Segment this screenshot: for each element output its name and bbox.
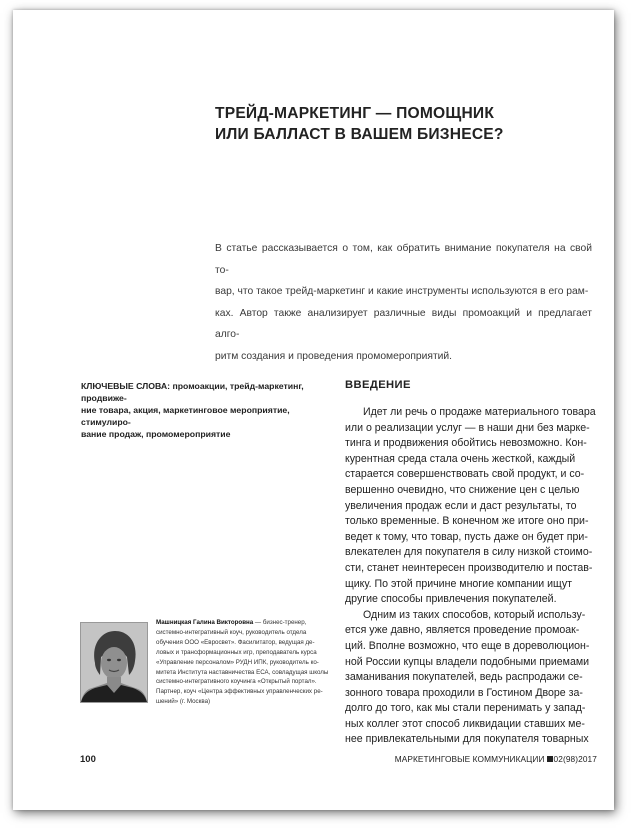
keywords-block: [81, 380, 337, 440]
author-name: Машницкая Галина Викторовна: [156, 619, 254, 626]
body-line: ведет к тому, что товар, пусть даже он будет при-: [345, 530, 588, 543]
body-line: старается совершенствовать свой продукт, и со-: [345, 468, 585, 481]
author-info: [156, 618, 336, 707]
keywords-text: промоакции, трейд-маркетинг, продвиже-: [81, 381, 304, 403]
body-line: другие способы привлечения покупателей.: [345, 593, 557, 606]
author-line: Партнер, коуч «Центра эффективных управленческих ре-: [156, 688, 323, 696]
keywords-line: [81, 380, 337, 404]
journal-page: [13, 10, 614, 810]
title-line: ТРЕЙД-МАРКЕТИНГ — ПОМОЩНИК: [215, 105, 495, 122]
author-portrait-image: [81, 623, 147, 702]
body-line: ной России купцы владели подобными приемами: [345, 655, 590, 668]
body-line: влекателен для покупателя в силу низкой стоимо-: [345, 546, 593, 559]
keywords-label: КЛЮЧЕВЫЕ СЛОВА:: [81, 381, 171, 391]
author-line: шений» (г. Москва): [156, 698, 211, 706]
lead-line: В статье рассказывается о том, как обратить внимание покупателя на свой то-: [215, 243, 592, 276]
issue-number: 02(98)2017: [553, 754, 597, 764]
body-line: зонного товара проходили в Гостином Дворе за-: [345, 686, 583, 699]
body-line: только временные. В конечном же итоге оно при-: [345, 515, 589, 528]
body-line: нее привлекательными для покупателя товарных: [345, 733, 589, 746]
page-number: 100: [80, 754, 96, 765]
body-line: сти, станет неинтересен производителю и постав-: [345, 561, 593, 574]
author-line: [156, 618, 336, 628]
body-line: заманивания покупателей, ведь распродажи се-: [345, 671, 583, 684]
body-line: увеличения продаж если и даст результаты, то: [345, 499, 577, 512]
author-line: митета Института наставничества ЕСА, совладущая школы: [156, 668, 329, 676]
journal-name: МАРКЕТИНГОВЫЕ КОММУНИКАЦИИ: [394, 754, 545, 764]
body-line: вершенно очевидно, что снижение цен с целью: [345, 483, 580, 496]
article-title: [215, 103, 545, 145]
article-lead: [215, 238, 592, 367]
author-line: обучения ООО «Евросвет». Фасилитатор, ведущая де-: [156, 638, 315, 646]
author-line: ловых и трансформационных игр, преподаватель курса: [156, 648, 317, 656]
title-line: ИЛИ БАЛЛАСТ В ВАШЕМ БИЗНЕСЕ?: [215, 126, 504, 143]
keywords-line: вание продаж, промомероприятие: [81, 429, 231, 439]
body-line: долго до того, как мы стали перенимать у запад-: [345, 702, 586, 715]
author-line: системно-интегративный коуч, руководитель отдела: [156, 628, 307, 636]
body-line: курентная среда стала очень жесткой, каждый: [345, 452, 576, 465]
body-line: ных коллег этот способ ликвидации ставших ме-: [345, 717, 585, 730]
lead-line: ритм создания и проведения промомероприятий.: [215, 350, 453, 362]
author-line-text: — бизнес-тренер,: [253, 619, 307, 626]
author-line: системно-интегративного коучинга «Открытый портал».: [156, 678, 317, 686]
body-line: тинга и продвижения обойтись невозможно. Кон-: [345, 437, 587, 450]
running-footer: [369, 754, 597, 764]
body-line: ций. Вполне возможно, что еще в дореволюцион-: [345, 639, 590, 652]
lead-line: ках. Автор также анализирует различные виды промоакций и предлагает алго-: [215, 307, 592, 340]
lead-line: вар, что такое трейд-маркетинг и какие инструменты используются в его рам-: [215, 286, 589, 297]
section-heading: ВВЕДЕНИЕ: [345, 379, 411, 391]
author-photo: [80, 622, 148, 703]
square-bullet-icon: [547, 756, 553, 762]
keywords-line: ние товара, акция, маркетинговое мероприятие, стимулиро-: [81, 405, 290, 427]
body-line: Одним из таких способов, который использу-: [363, 608, 586, 621]
article-body: [345, 405, 597, 748]
author-line: «Управление персоналом» РУДН ИПК, руководитель ко-: [156, 658, 319, 666]
body-line: или о реализации услуг — в наши дни без марке-: [345, 421, 590, 434]
body-line: Идет ли речь о продаже материального товара: [363, 406, 596, 418]
body-line: ется уже давно, является проведение промоак-: [345, 624, 580, 637]
body-line: щику. По этой причине многие компании ищут: [345, 577, 573, 590]
